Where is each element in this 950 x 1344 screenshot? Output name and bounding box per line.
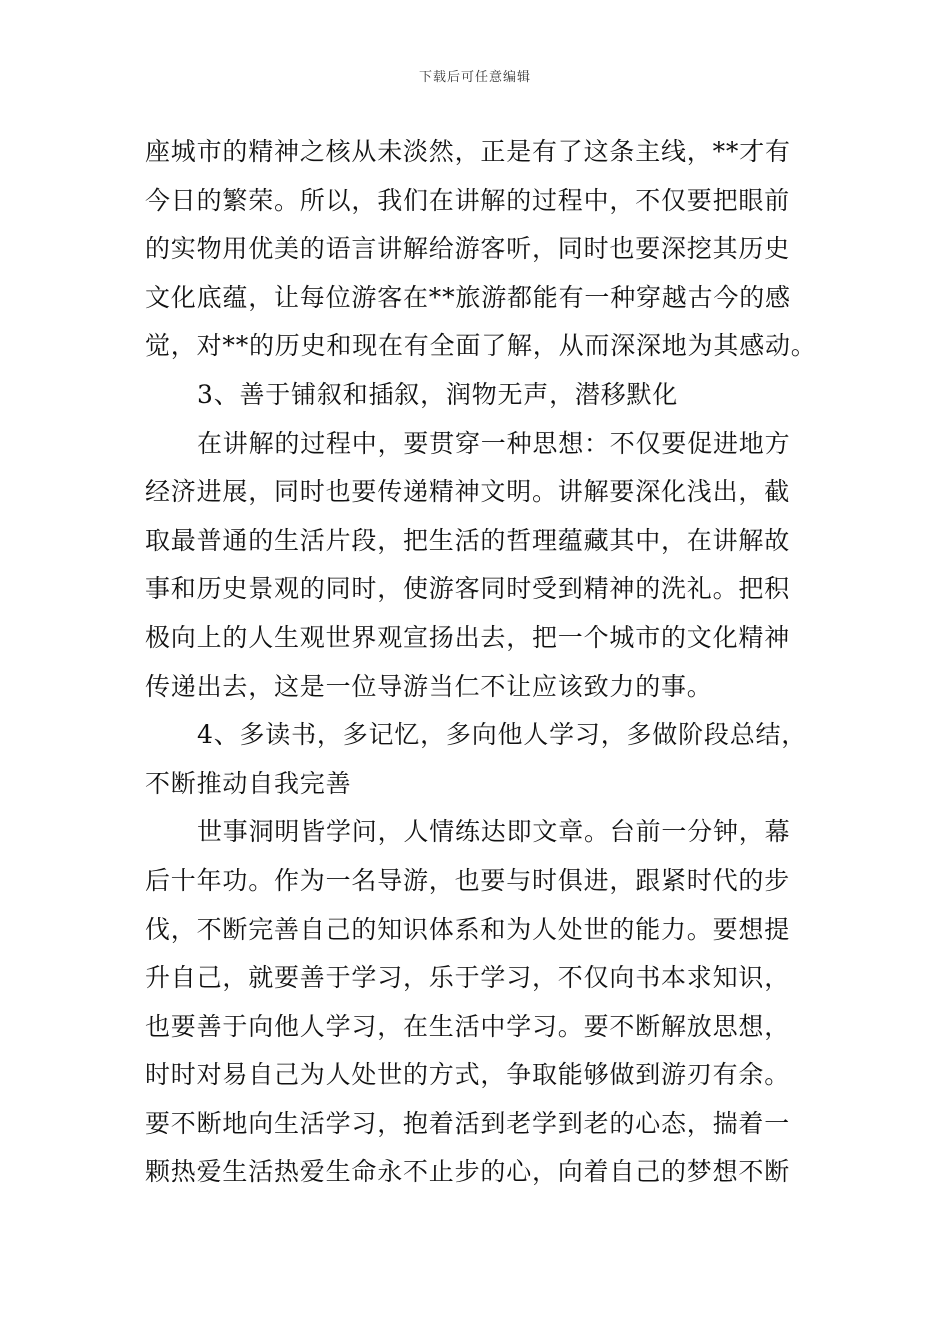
text-line: 伐，不断完善自己的知识体系和为人处世的能力。要想提 [145, 914, 791, 944]
section-heading-continued: 不断推动自我完善 [145, 768, 352, 798]
text-line: 的实物用优美的语言讲解给游客听，同时也要深挖其历史 [145, 234, 791, 264]
text-line: 事和历史景观的同时，使游客同时受到精神的洗礼。把积 [145, 574, 791, 604]
text-line: 座城市的精神之核从未淡然，正是有了这条主线，**才有 [145, 137, 791, 166]
page-header-note: 下载后可任意编辑 [418, 70, 531, 85]
text-line: 后十年功。作为一名导游，也要与时俱进，跟紧时代的步 [145, 865, 791, 895]
text-line: 颗热爱生活热爱生命永不止步的心，向着自己的梦想不断 [145, 1157, 791, 1187]
text-line: 文化底蕴，让每位游客在**旅游都能有一种穿越古今的感 [145, 282, 791, 312]
text-line: 升自己，就要善于学习，乐于学习，不仅向书本求知识， [145, 963, 791, 993]
text-line: 也要善于向他人学习，在生活中学习。要不断解放思想， [145, 1011, 791, 1041]
text-line: 取最普通的生活片段，把生活的哲理蕴藏其中，在讲解故 [145, 525, 791, 555]
section-heading: 3、善于铺叙和插叙，润物无声，潜移默化 [197, 379, 679, 409]
text-line: 世事洞明皆学问，人情练达即文章。台前一分钟，幕 [197, 817, 791, 847]
text-line: 在讲解的过程中，要贯穿一种思想：不仅要促进地方 [197, 428, 791, 458]
document-body [145, 128, 817, 1197]
text-line: 要不断地向生活学习，抱着活到老学到老的心态，揣着一 [145, 1108, 791, 1138]
section-heading: 4、多读书，多记忆，多向他人学习，多做阶段总结， [197, 720, 808, 750]
text-line: 极向上的人生观世界观宣扬出去，把一个城市的文化精神 [145, 622, 791, 652]
text-line: 传递出去，这是一位导游当仁不让应该致力的事。 [145, 671, 713, 701]
text-line: 时时对易自己为人处世的方式，争取能够做到游刃有余。 [145, 1060, 791, 1090]
text-line: 今日的繁荣。所以，我们在讲解的过程中，不仅要把眼前 [145, 185, 791, 215]
text-line: 经济进展，同时也要传递精神文明。讲解要深化浅出，截 [145, 477, 791, 507]
text-line: 觉，对**的历史和现在有全面了解，从而深深地为其感动。 [145, 331, 817, 361]
